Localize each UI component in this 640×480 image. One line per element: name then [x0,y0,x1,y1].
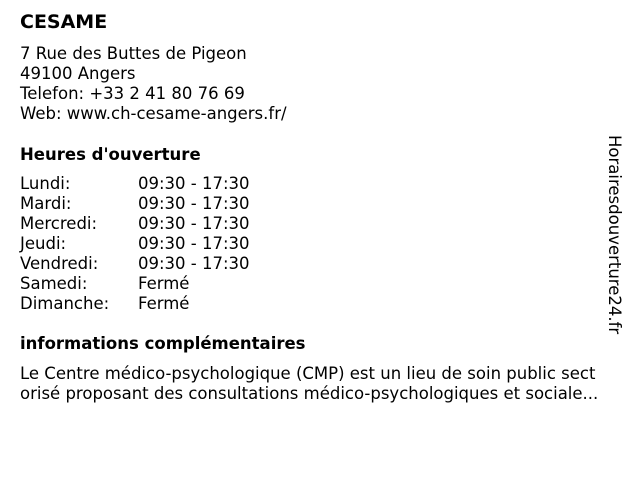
description-text [20,364,630,404]
hours-row-friday [20,254,320,274]
hours-row-tuesday [20,194,320,214]
hours-row-monday [20,174,320,194]
opening-hours-list [20,174,320,314]
description-line: orisé proposant des consultations médico-psychologiques et sociale... [20,384,599,403]
hours-value: 09:30 - 17:30 [138,174,250,193]
day-label: Vendredi: [20,254,99,273]
website: Web: www.ch-cesame-angers.fr/ [20,104,287,123]
phone-number: Telefon: +33 2 41 80 76 69 [20,84,245,103]
description-line: Le Centre médico-psychologique (CMP) est un lieu de soin public sect [20,364,596,383]
hours-value: 09:30 - 17:30 [138,234,250,253]
additional-info-title: informations complémentaires [20,334,306,353]
hours-value: 09:30 - 17:30 [138,254,250,273]
hours-value: Fermé [138,294,190,313]
hours-row-sunday [20,294,320,314]
hours-row-saturday [20,274,320,294]
hours-row-wednesday [20,214,320,234]
city: 49100 Angers [20,64,136,83]
day-label: Lundi: [20,174,71,193]
hours-value: 09:30 - 17:30 [138,214,250,233]
street-address: 7 Rue des Buttes de Pigeon [20,44,247,63]
day-label: Dimanche: [20,294,110,313]
opening-hours-title: Heures d'ouverture [20,145,201,164]
hours-value: 09:30 - 17:30 [138,194,250,213]
hours-value: Fermé [138,274,190,293]
address-block [20,44,287,124]
day-label: Mercredi: [20,214,98,233]
site-watermark: Horairesdouverture24.fr [605,135,624,335]
day-label: Jeudi: [20,234,67,253]
hours-row-thursday [20,234,320,254]
day-label: Samedi: [20,274,88,293]
day-label: Mardi: [20,194,72,213]
business-name: CESAME [20,11,108,33]
